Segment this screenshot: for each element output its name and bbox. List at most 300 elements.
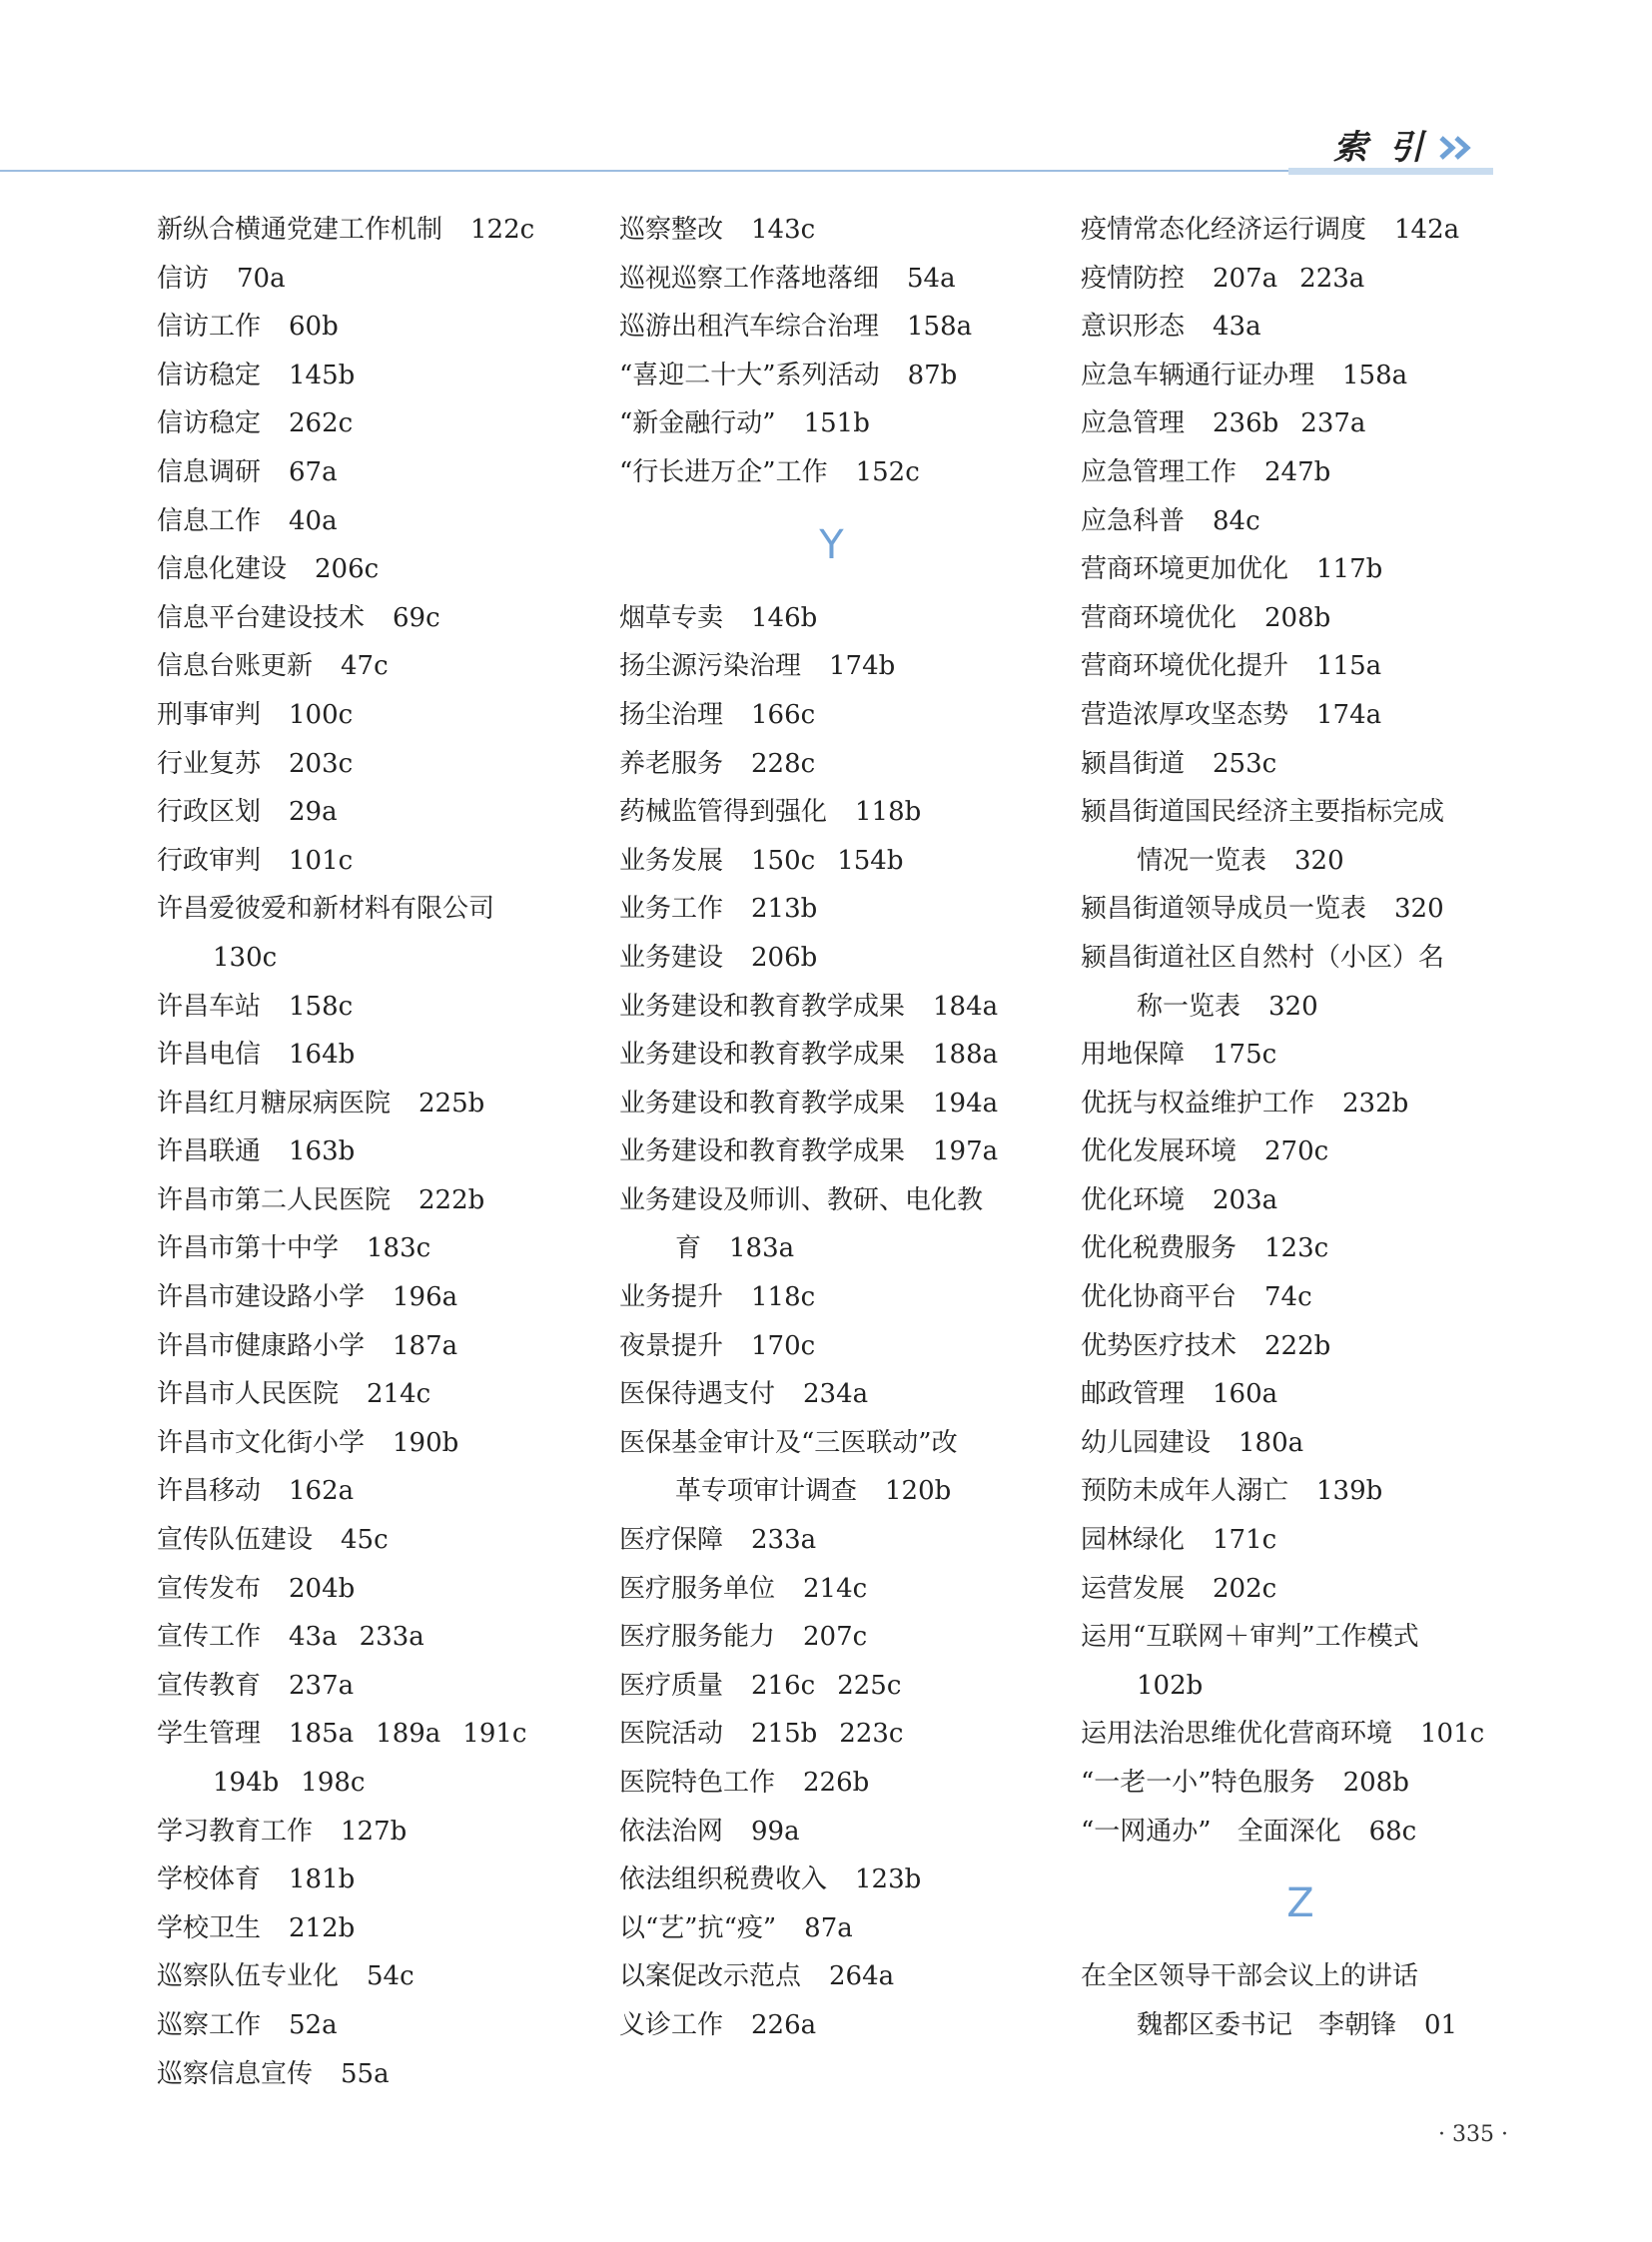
index-entry — [619, 1710, 1044, 1759]
page-ref: 43a — [289, 1622, 338, 1653]
index-entry — [157, 1904, 596, 1953]
index-term: 宣传队伍建设 — [157, 1525, 314, 1556]
index-term: 巡察工作 — [157, 2009, 262, 2040]
page-ref: 232b — [1342, 1088, 1409, 1119]
header-rule — [0, 170, 1493, 172]
page-ref: 139b — [1316, 1476, 1383, 1507]
index-entry — [157, 2050, 596, 2099]
index-term: “一老一小”特色服务 — [1081, 1768, 1315, 1798]
index-term: 疫情常态化经济运行调度 — [1081, 215, 1367, 245]
page-ref: 74c — [1264, 1282, 1312, 1313]
index-entry — [157, 1516, 596, 1565]
index-entry — [619, 1613, 1044, 1662]
page-ref: 214c — [367, 1379, 431, 1410]
index-term: 许昌爱彼爱和新材料有限公司 — [157, 894, 495, 925]
page-ref: 225c — [837, 1670, 902, 1701]
index-entry — [157, 1808, 596, 1857]
page-ref: 320 — [1294, 845, 1344, 876]
index-term: 许昌车站 — [157, 991, 262, 1022]
index-term: 运用法治思维优化营商环境 — [1081, 1719, 1393, 1750]
page-ref: 215b — [751, 1719, 818, 1750]
index-entry — [157, 1080, 596, 1128]
index-entry — [1081, 1322, 1520, 1371]
page-ref: 175c — [1213, 1040, 1277, 1071]
index-term: 学校体育 — [157, 1865, 262, 1895]
index-entry — [619, 255, 1044, 304]
index-entry — [1081, 837, 1520, 886]
page-ref: 122c — [470, 215, 535, 245]
index-entry — [619, 1856, 1044, 1904]
index-entry — [1081, 740, 1520, 789]
index-entry — [1081, 2001, 1520, 2050]
page-ref: 190b — [393, 1427, 459, 1458]
page-ref: 183a — [729, 1233, 795, 1264]
page-ref: 204b — [289, 1573, 356, 1604]
page-ref: 130c — [213, 942, 278, 973]
index-term: 许昌移动 — [157, 1476, 262, 1507]
index-entry — [619, 837, 1044, 886]
page-ref: 54a — [907, 263, 956, 294]
index-term: 信息台账更新 — [157, 651, 314, 682]
index-term: 医疗保障 — [619, 1525, 724, 1556]
index-term: 许昌市人民医院 — [157, 1379, 340, 1410]
index-column-2 — [619, 206, 1044, 2050]
page-ref: 187a — [393, 1330, 458, 1361]
index-entry — [157, 1127, 596, 1176]
page-ref: 180a — [1239, 1427, 1304, 1458]
index-term: 医疗服务能力 — [619, 1622, 776, 1653]
index-entry — [157, 740, 596, 789]
page-ref: 99a — [751, 1816, 800, 1847]
page-ref: 127b — [341, 1816, 408, 1847]
page-ref: 100c — [289, 699, 354, 730]
index-term: 营商环境更加优化 — [1081, 554, 1289, 585]
index-term: 扬尘治理 — [619, 699, 724, 730]
page-ref: 174b — [829, 651, 896, 682]
index-entry — [1081, 1759, 1520, 1808]
page-ref: 158c — [289, 991, 354, 1022]
page-ref: 158a — [1342, 360, 1408, 390]
index-term: 预防未成年人溺亡 — [1081, 1476, 1289, 1507]
index-term: 学习教育工作 — [157, 1816, 314, 1847]
index-entry — [619, 934, 1044, 983]
page-ref: 184a — [933, 991, 999, 1022]
page-ref: 87b — [907, 360, 958, 390]
index-entry — [619, 1273, 1044, 1322]
index-term: 医院活动 — [619, 1719, 724, 1750]
index-term: 许昌红月糖尿病医院 — [157, 1088, 392, 1119]
page-ref: 208b — [1342, 1768, 1409, 1798]
index-term: 许昌市第十中学 — [157, 1233, 340, 1264]
page-ref: 228c — [751, 748, 816, 779]
page-ref: 262c — [289, 408, 354, 439]
section-letter: Y — [819, 521, 844, 568]
index-term: 邮政管理 — [1081, 1379, 1186, 1410]
page-ref: 216c — [751, 1670, 816, 1701]
index-entry — [1081, 1613, 1520, 1662]
index-entry — [1081, 594, 1520, 643]
page-ref: 203a — [1213, 1184, 1278, 1215]
index-term: 宣传发布 — [157, 1573, 262, 1604]
index-entry — [1081, 545, 1520, 594]
index-term: 用地保障 — [1081, 1040, 1186, 1071]
index-term: 巡察队伍专业化 — [157, 1961, 340, 1992]
page-ref: 226a — [751, 2009, 817, 2040]
index-entry — [1081, 255, 1520, 304]
index-entry — [1081, 1031, 1520, 1080]
page-ref: 237a — [289, 1670, 355, 1701]
index-entry — [157, 1273, 596, 1322]
page-ref: 197a — [933, 1136, 999, 1167]
index-term: 革专项审计调查 — [675, 1476, 858, 1507]
page-ref: 222b — [1264, 1330, 1331, 1361]
page-ref: 196a — [393, 1282, 458, 1313]
page-ref: 54c — [367, 1961, 414, 1992]
index-entry — [1081, 1273, 1520, 1322]
index-term: 巡视巡察工作落地落细 — [619, 263, 880, 294]
index-entry — [157, 399, 596, 448]
index-term: 业务建设和教育教学成果 — [619, 1136, 906, 1167]
page-ref: 214c — [803, 1573, 868, 1604]
index-term: 义诊工作 — [619, 2009, 724, 2040]
index-entry — [1081, 885, 1520, 934]
page-ref: 84c — [1213, 505, 1260, 536]
page-ref: 01 — [1424, 2009, 1458, 2040]
index-term: 信访稳定 — [157, 408, 262, 439]
page-ref: 264a — [829, 1961, 895, 1992]
index-entry — [157, 1370, 596, 1419]
index-entry — [1081, 934, 1520, 983]
page-ref: 154b — [837, 845, 904, 876]
index-term: 魏都区委书记 李朝锋 — [1137, 2009, 1397, 2040]
index-term: 巡游出租汽车综合治理 — [619, 312, 880, 343]
index-term: 应急科普 — [1081, 505, 1186, 536]
page-ref: 163b — [289, 1136, 356, 1167]
index-column-3 — [1081, 206, 1520, 2050]
index-entry — [619, 1808, 1044, 1857]
page-ref: 55a — [341, 2058, 390, 2089]
index-entry — [157, 255, 596, 304]
index-entry — [619, 885, 1044, 934]
index-term: 许昌市文化街小学 — [157, 1427, 366, 1458]
page-ref: 60b — [289, 312, 339, 343]
index-entry — [157, 788, 596, 837]
page-ref: 146b — [751, 602, 818, 633]
index-term: 巡察整改 — [619, 215, 724, 245]
page-ref: 194b — [213, 1768, 280, 1798]
page-number: · 335 · — [1438, 2122, 1508, 2147]
page-header-title: 索引 — [1333, 128, 1445, 168]
page-ref: 29a — [289, 797, 338, 828]
index-entry — [619, 594, 1044, 643]
index-term: “一网通办” 全面深化 — [1081, 1816, 1341, 1847]
index-entry — [619, 448, 1044, 497]
index-entry — [1081, 1808, 1520, 1857]
index-term: 业务建设和教育教学成果 — [619, 1088, 906, 1119]
index-term: 业务提升 — [619, 1282, 724, 1313]
page-ref: 118b — [855, 797, 922, 828]
index-term: “喜迎二十大”系列活动 — [619, 360, 880, 390]
page-ref: 188a — [933, 1040, 999, 1071]
index-term: 医疗质量 — [619, 1670, 724, 1701]
page-ref: 166c — [751, 699, 816, 730]
page-ref: 142a — [1394, 215, 1460, 245]
page-ref: 101c — [289, 845, 354, 876]
index-entry — [157, 303, 596, 352]
index-entry — [1081, 1467, 1520, 1516]
page-ref: 115a — [1316, 651, 1382, 682]
page-ref: 45c — [341, 1525, 389, 1556]
index-term: 行政区划 — [157, 797, 262, 828]
index-term: 称一览表 — [1137, 991, 1241, 1022]
section-letter: Z — [1286, 1880, 1314, 1927]
index-term: 应急车辆通行证办理 — [1081, 360, 1315, 390]
index-entry — [619, 2001, 1044, 2050]
index-entry — [1081, 1952, 1520, 2001]
index-term: 在全区领导干部会议上的讲话 — [1081, 1961, 1419, 1992]
page-ref: 69c — [393, 602, 440, 633]
index-entry — [157, 594, 596, 643]
index-entry — [1081, 1516, 1520, 1565]
page-ref: 206c — [315, 554, 380, 585]
index-entry — [157, 1467, 596, 1516]
index-entry — [1081, 1370, 1520, 1419]
index-term: 刑事审判 — [157, 699, 262, 730]
index-term: 育 — [675, 1233, 702, 1264]
page-ref: 183c — [367, 1233, 431, 1264]
page-ref: 162a — [289, 1476, 355, 1507]
page-ref: 151b — [803, 408, 870, 439]
index-entry — [1081, 1080, 1520, 1128]
index-entry — [157, 2001, 596, 2050]
index-term: 行业复苏 — [157, 748, 262, 779]
index-term: 医疗服务单位 — [619, 1573, 776, 1604]
page-ref: 143c — [751, 215, 816, 245]
index-entry — [1081, 642, 1520, 691]
index-term: 营造浓厚攻坚态势 — [1081, 699, 1289, 730]
page-ref: 174a — [1316, 699, 1382, 730]
index-entry — [157, 1322, 596, 1371]
index-term: 营商环境优化 — [1081, 602, 1238, 633]
index-entry — [619, 352, 1044, 400]
index-term: 学生管理 — [157, 1719, 262, 1750]
page-ref: 223c — [839, 1719, 904, 1750]
page-ref: 43a — [1213, 312, 1261, 343]
index-entry — [1081, 448, 1520, 497]
index-term: 信息调研 — [157, 456, 262, 487]
index-entry — [619, 1662, 1044, 1711]
index-term: 巡察信息宣传 — [157, 2058, 314, 2089]
page-ref: 52a — [289, 2009, 338, 2040]
page-ref: 171c — [1213, 1525, 1277, 1556]
index-entry — [619, 399, 1044, 448]
page-ref: 236b — [1213, 408, 1279, 439]
index-entry — [619, 1516, 1044, 1565]
index-term: 行政审判 — [157, 845, 262, 876]
index-term: 颍昌街道领导成员一览表 — [1081, 894, 1367, 925]
index-term: 依法治网 — [619, 1816, 724, 1847]
page-ref: 207c — [803, 1622, 868, 1653]
page-ref: 225b — [418, 1088, 485, 1119]
page-ref: 170c — [751, 1330, 816, 1361]
page-ref: 158a — [907, 312, 973, 343]
index-entry — [619, 1565, 1044, 1614]
page-ref: 202c — [1213, 1573, 1277, 1604]
page-ref: 118c — [751, 1282, 816, 1313]
index-entry — [1081, 206, 1520, 255]
index-entry — [157, 1710, 596, 1759]
index-entry — [619, 1322, 1044, 1371]
index-entry — [619, 788, 1044, 837]
double-chevron-right-icon — [1438, 134, 1476, 162]
page-ref: 198c — [301, 1768, 366, 1798]
index-entry — [157, 1565, 596, 1614]
index-term: 以“艺”抗“疫” — [619, 1912, 777, 1943]
index-entry — [157, 1759, 596, 1808]
index-entry — [1081, 1224, 1520, 1273]
index-term: 信访稳定 — [157, 360, 262, 390]
index-term: “行长进万企”工作 — [619, 456, 828, 487]
index-term: 宣传工作 — [157, 1622, 262, 1653]
index-entry — [157, 206, 596, 255]
index-term: 业务建设及师训、教研、电化教 — [619, 1184, 984, 1215]
index-term: 信访工作 — [157, 312, 262, 343]
page-ref: 191c — [462, 1719, 527, 1750]
index-term: 依法组织税费收入 — [619, 1865, 828, 1895]
index-entry — [1081, 1419, 1520, 1468]
index-entry — [1081, 691, 1520, 740]
index-entry — [619, 1370, 1044, 1419]
index-term: 医院特色工作 — [619, 1768, 776, 1798]
page-ref: 233a — [359, 1622, 424, 1653]
index-entry — [1081, 983, 1520, 1032]
index-term: 应急管理工作 — [1081, 456, 1238, 487]
page-ref: 123c — [1264, 1233, 1329, 1264]
index-term: 以案促改示范点 — [619, 1961, 802, 1992]
index-entry — [619, 740, 1044, 789]
index-term: 情况一览表 — [1137, 845, 1267, 876]
index-term: 优抚与权益维护工作 — [1081, 1088, 1315, 1119]
page-ref: 185a — [289, 1719, 355, 1750]
index-term: 运用“互联网＋审判”工作模式 — [1081, 1622, 1419, 1653]
index-term: 信息化建设 — [157, 554, 288, 585]
index-term: 许昌联通 — [157, 1136, 262, 1167]
index-entry — [157, 642, 596, 691]
index-term: 信息工作 — [157, 505, 262, 536]
page-ref: 233a — [751, 1525, 817, 1556]
index-entry — [157, 1224, 596, 1273]
index-term: 烟草专卖 — [619, 602, 724, 633]
index-term: 应急管理 — [1081, 408, 1186, 439]
index-term: 幼儿园建设 — [1081, 1427, 1212, 1458]
index-entry — [157, 1031, 596, 1080]
index-term: 业务工作 — [619, 894, 724, 925]
index-entry — [1081, 788, 1520, 837]
index-term: 医保基金审计及“三医联动”改 — [619, 1427, 958, 1458]
index-term: 优化发展环境 — [1081, 1136, 1238, 1167]
page-ref: 203c — [289, 748, 354, 779]
page-ref: 120b — [885, 1476, 952, 1507]
index-term: 新纵合横通党建工作机制 — [157, 215, 443, 245]
index-term: 运营发展 — [1081, 1573, 1186, 1604]
index-term: 宣传教育 — [157, 1670, 262, 1701]
index-term: 学校卫生 — [157, 1912, 262, 1943]
index-entry — [619, 1031, 1044, 1080]
index-term: 优化税费服务 — [1081, 1233, 1238, 1264]
page-ref: 226b — [803, 1768, 870, 1798]
index-entry — [619, 691, 1044, 740]
page-ref: 213b — [751, 894, 818, 925]
index-entry — [1081, 399, 1520, 448]
index-term: 扬尘源污染治理 — [619, 651, 802, 682]
index-entry — [157, 1952, 596, 2001]
index-term: 优化协商平台 — [1081, 1282, 1238, 1313]
page-ref: 152c — [855, 456, 920, 487]
page-ref: 40a — [289, 505, 338, 536]
index-term: 业务建设 — [619, 942, 724, 973]
page-ref: 160a — [1213, 1379, 1278, 1410]
index-entry — [619, 1467, 1044, 1516]
index-entry — [1081, 1565, 1520, 1614]
page-ref: 123b — [855, 1865, 922, 1895]
header-accent-bar — [1288, 168, 1493, 175]
page-ref: 145b — [289, 360, 356, 390]
index-term: 医保待遇支付 — [619, 1379, 776, 1410]
index-entry — [157, 448, 596, 497]
index-entry — [1081, 303, 1520, 352]
index-entry — [1081, 1176, 1520, 1225]
page-ref: 67a — [289, 456, 338, 487]
page-ref: 70a — [237, 263, 286, 294]
index-entry — [157, 1419, 596, 1468]
page-ref: 102b — [1137, 1670, 1204, 1701]
index-entry — [1081, 497, 1520, 546]
index-entry — [1081, 1710, 1520, 1759]
page-ref: 320 — [1268, 991, 1318, 1022]
index-term: 营商环境优化提升 — [1081, 651, 1289, 682]
index-entry — [1081, 1662, 1520, 1711]
page-ref: 237a — [1300, 408, 1366, 439]
index-entry — [1081, 1127, 1520, 1176]
page-ref: 47c — [341, 651, 389, 682]
index-term: 疫情防控 — [1081, 263, 1186, 294]
index-term: 养老服务 — [619, 748, 724, 779]
page-ref: 208b — [1264, 602, 1331, 633]
index-entry — [619, 1419, 1044, 1468]
page-ref: 270c — [1264, 1136, 1329, 1167]
index-term: 夜景提升 — [619, 1330, 724, 1361]
page-ref: 222b — [418, 1184, 485, 1215]
index-entry — [619, 1080, 1044, 1128]
index-entry — [619, 642, 1044, 691]
index-entry — [157, 1662, 596, 1711]
index-term: 许昌市建设路小学 — [157, 1282, 366, 1313]
index-entry — [157, 691, 596, 740]
index-entry — [619, 206, 1044, 255]
page-ref: 212b — [289, 1912, 356, 1943]
index-entry — [619, 1952, 1044, 2001]
page-ref: 223a — [1299, 263, 1365, 294]
page-ref: 117b — [1316, 554, 1383, 585]
page-ref: 68c — [1368, 1816, 1417, 1847]
index-entry — [619, 983, 1044, 1032]
index-term: 信访 — [157, 263, 210, 294]
page-ref: 181b — [289, 1865, 356, 1895]
index-term: 优化环境 — [1081, 1184, 1186, 1215]
page-ref: 247b — [1264, 456, 1331, 487]
page-ref: 320 — [1394, 894, 1444, 925]
index-term: 颍昌街道国民经济主要指标完成 — [1081, 797, 1445, 828]
